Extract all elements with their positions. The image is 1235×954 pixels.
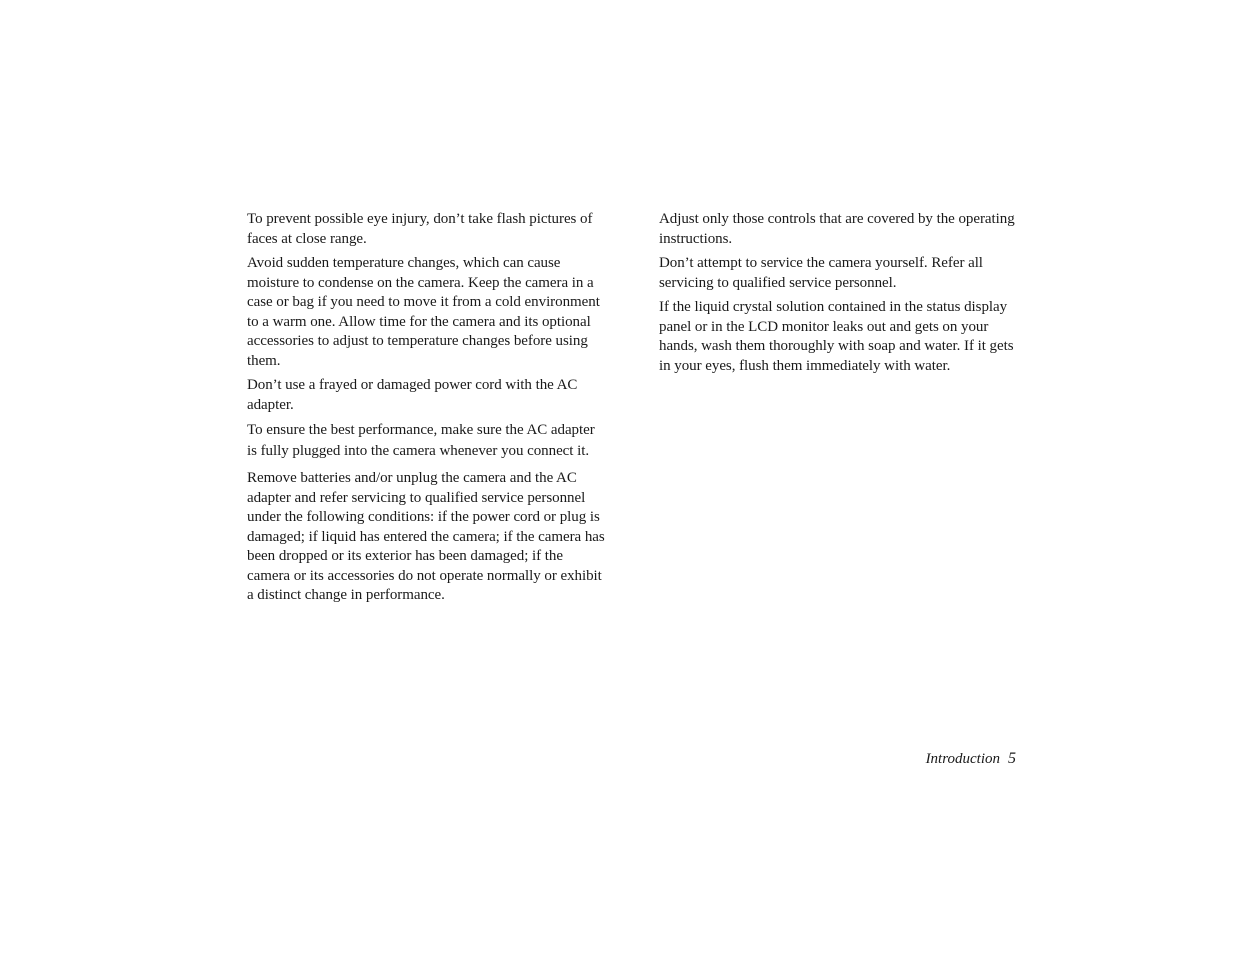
paragraph-ac-adapter: To ensure the best performance, make sure the AC adapter is fully plugged into the camera whenever you connect it. [247,422,595,459]
right-column [659,210,1019,381]
paragraph-service-yourself: Don’t attempt to service the camera yourself. Refer all servicing to qualified service personnel. [659,255,983,291]
left-column [247,210,607,611]
paragraph-adjust-controls: Adjust only those controls that are covered by the operating instructions. [659,211,1015,247]
page-number: 5 [1008,750,1016,767]
page-footer [926,750,1016,768]
paragraph-eye-injury: To prevent possible eye injury, don’t take flash pictures of faces at close range. [247,211,593,247]
paragraph-temperature-changes: Avoid sudden temperature changes, which can cause moisture to condense on the camera. Keep the camera in a case or bag if you need to move it from a cold environment to a warm one. Allow time for the camera and its optional accessories to adjust to temperature changes before using them. [247,255,600,369]
paragraph-servicing-conditions: Remove batteries and/or unplug the camera and the AC adapter and refer servicing to qualified service personnel under the following conditions: if the power cord or plug is damaged; if liquid has entered the camera; if the camera has been dropped or its exterior has been damaged; if the camera or its accessories do not operate normally or exhibit a distinct change in performance. [247,470,605,603]
paragraph-liquid-crystal: If the liquid crystal solution contained in the status display panel or in the LCD monitor leaks out and gets on your hands, wash them thoroughly with soap and water. If it gets in your eyes, flush them immediately with water. [659,299,1014,374]
paragraph-power-cord: Don’t use a frayed or damaged power cord with the AC adapter. [247,377,578,413]
footer-section-title: Introduction [925,751,1000,767]
